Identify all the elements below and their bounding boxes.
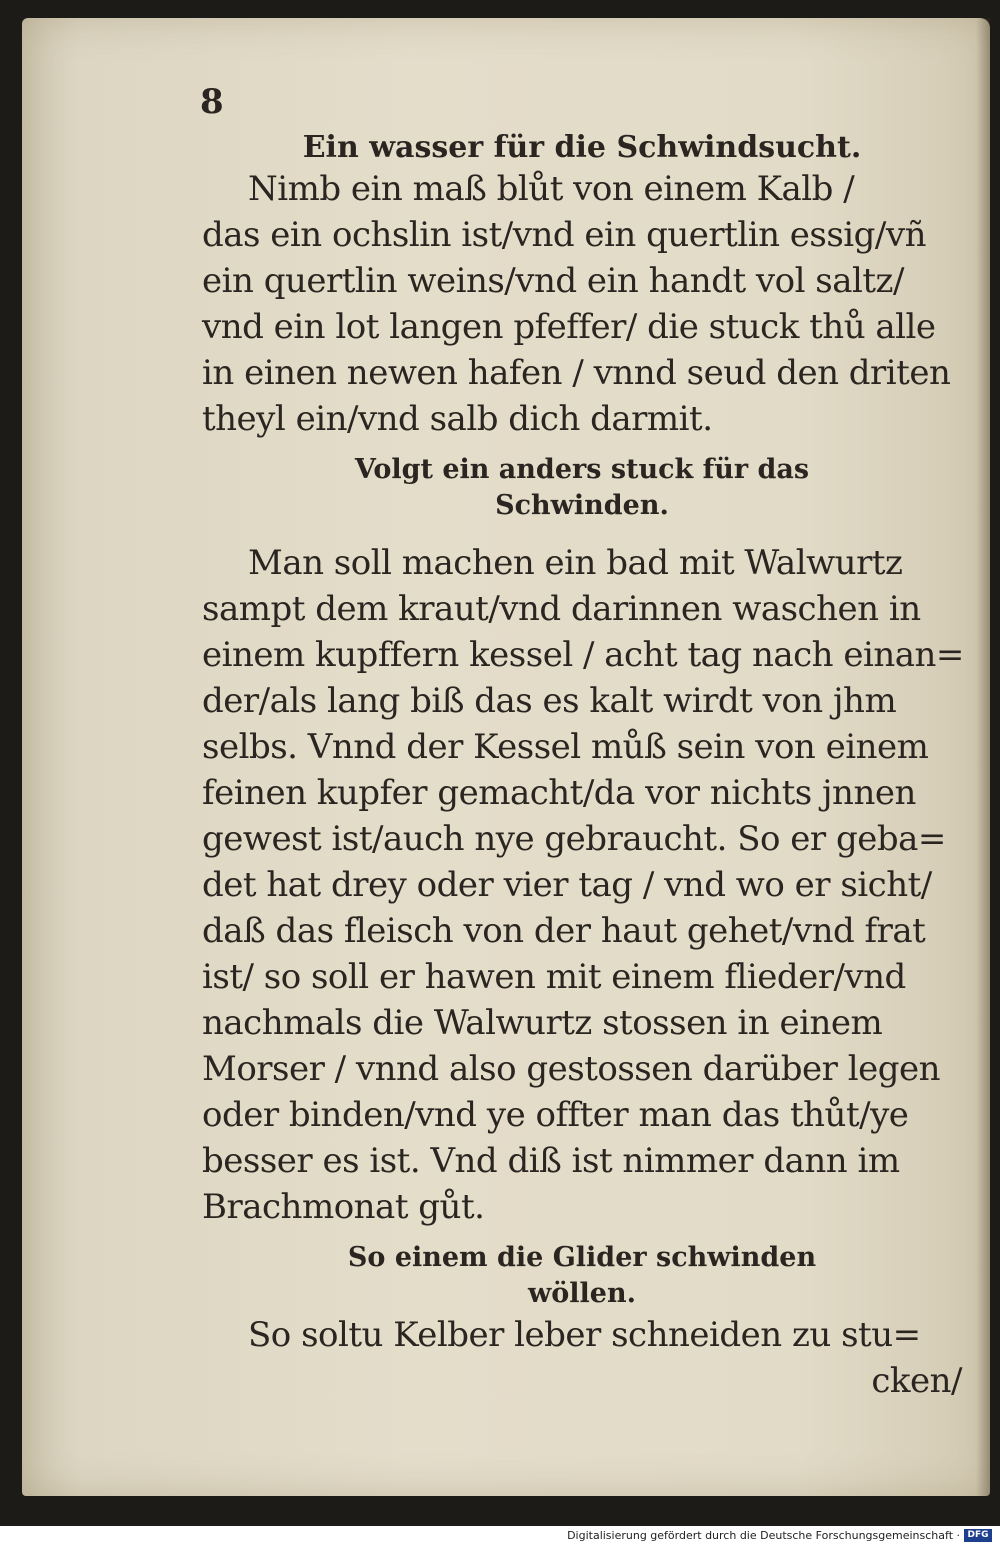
text-line: gewest ist/auch nye gebraucht. So er geba=: [202, 819, 946, 859]
funding-credit: Digitalisierung gefördert durch die Deutsche Forschungsgemeinschaft ·: [567, 1529, 960, 1542]
text-line: Man soll machen ein bad mit Walwurtz: [248, 543, 903, 583]
text-line: das ein ochslin ist/vnd ein quertlin essig/vñ: [202, 215, 926, 255]
page-text-block: [202, 118, 962, 1404]
section-heading-glider-cont: wöllen.: [528, 1278, 636, 1309]
text-line: nachmals die Walwurtz stossen in einem: [202, 1003, 883, 1043]
text-line: vnd ein lot langen pfeffer/ die stuck thů alle: [202, 307, 936, 347]
text-line: Brachmonat gůt.: [202, 1187, 485, 1227]
digitization-footer: [0, 1526, 1000, 1546]
text-line: der/als lang biß das es kalt wirdt von jhm: [202, 681, 897, 721]
text-line: Nimb ein maß blůt von einem Kalb /: [248, 169, 855, 209]
text-line: ist/ so soll er hawen mit einem flieder/vnd: [202, 957, 906, 997]
section-heading-schwindsucht: Ein wasser für die Schwindsucht.: [302, 130, 862, 165]
text-line: cken/: [871, 1361, 962, 1401]
text-line: theyl ein/vnd salb dich darmit.: [202, 399, 713, 439]
text-line: in einen newen hafen / vnnd seud den driten: [202, 353, 951, 393]
text-line: einem kupffern kessel / acht tag nach einan=: [202, 635, 964, 675]
page-edge-shadow: [976, 18, 990, 1496]
text-line: det hat drey oder vier tag / vnd wo er sicht/: [202, 865, 932, 905]
page-number: 8: [200, 82, 224, 122]
text-line: Morser / vnnd also gestossen darüber legen: [202, 1049, 940, 1089]
dfg-logo: DFG: [964, 1529, 992, 1542]
book-page: [22, 18, 990, 1496]
text-line: ein quertlin weins/vnd ein handt vol saltz/: [202, 261, 904, 301]
section-heading-schwinden: Volgt ein anders stuck für das: [354, 454, 810, 485]
section-heading-schwinden-cont: Schwinden.: [495, 490, 669, 521]
text-line: oder binden/vnd ye offter man das thůt/ye: [202, 1095, 909, 1135]
section-heading-glider: So einem die Glider schwinden: [347, 1242, 817, 1273]
text-line: So soltu Kelber leber schneiden zu stu=: [248, 1315, 921, 1355]
text-line: feinen kupfer gemacht/da vor nichts jnnen: [202, 773, 916, 813]
text-line: daß das fleisch von der haut gehet/vnd frat: [202, 911, 926, 951]
text-line: selbs. Vnnd der Kessel můß sein von einem: [202, 727, 929, 767]
text-line: sampt dem kraut/vnd darinnen waschen in: [202, 589, 921, 629]
text-line: besser es ist. Vnd diß ist nimmer dann im: [202, 1141, 900, 1181]
